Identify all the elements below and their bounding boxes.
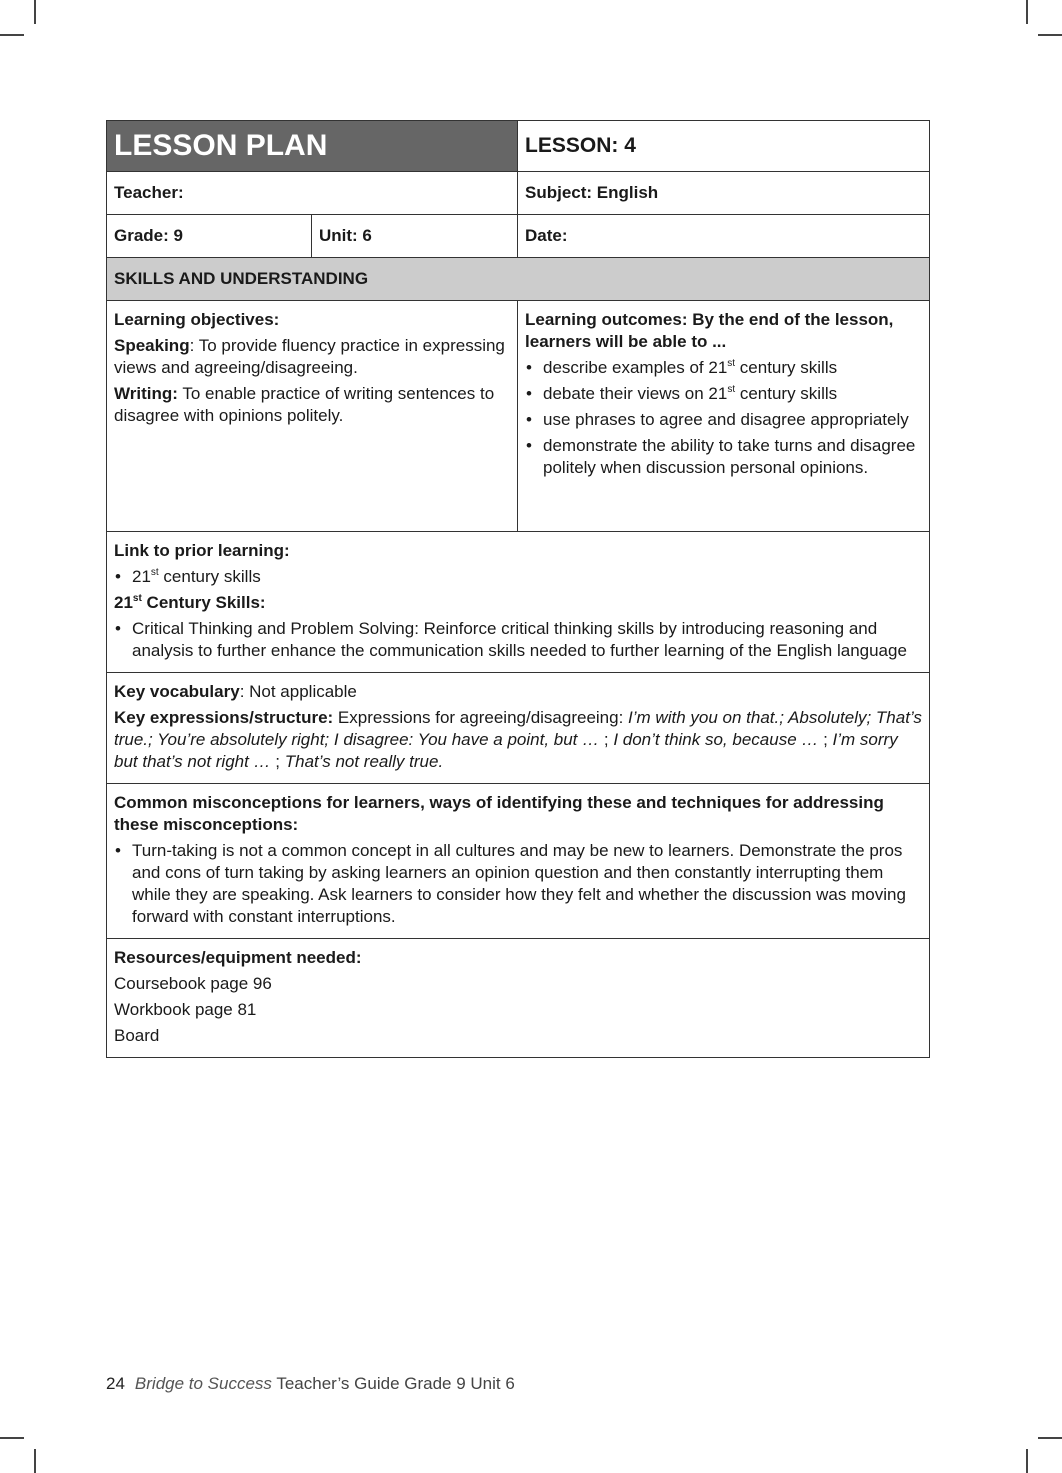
resource-item: Coursebook page 96 xyxy=(114,974,272,993)
writing-label: Writing: xyxy=(114,384,178,403)
list-item: • use phrases to agree and disagree appropriately xyxy=(525,409,922,431)
crop-mark xyxy=(1026,0,1028,24)
objective-writing xyxy=(114,383,510,427)
learning-objectives-cell xyxy=(107,301,518,532)
misconceptions-list xyxy=(114,840,922,928)
teacher-field: Teacher: xyxy=(107,172,518,215)
objectives-heading: Learning objectives: xyxy=(114,310,280,329)
outcomes-list xyxy=(525,357,922,479)
date-field: Date: xyxy=(518,215,930,258)
lesson-number: LESSON: 4 xyxy=(518,121,930,172)
list-item: • Critical Thinking and Problem Solving: Reinforce critical thinking skills by introducing reasoning and analysis to further enhance the communication skills needed to further learning of the English language xyxy=(114,618,922,662)
outcomes-heading: Learning outcomes: By the end of the lesson, learners will be able to ... xyxy=(525,310,894,351)
book-title: Bridge to Success xyxy=(134,1374,272,1393)
unit-field: Unit: 6 xyxy=(312,215,518,258)
crop-mark xyxy=(1026,1449,1028,1473)
writing-text: To enable practice of writing sentences to disagree with opinions politely. xyxy=(114,384,495,425)
misconceptions-cell xyxy=(107,784,930,939)
century-skills-list xyxy=(114,618,922,662)
page-footer xyxy=(106,1374,515,1394)
list-item: • Turn-taking is not a common concept in all cultures and may be new to learners. Demonstrate the pros and cons of turn taking by asking learners an opinion question and then constantly interrupting them while they are speaking. Ask learners to consider how they felt and whether the discussion was moving forward with constant interruptions. xyxy=(114,840,922,928)
crop-mark xyxy=(0,34,24,36)
learning-outcomes-cell xyxy=(518,301,930,532)
page-number: 24 xyxy=(106,1374,125,1393)
prior-learning-list xyxy=(114,566,922,588)
vocabulary-cell xyxy=(107,673,930,784)
crop-mark xyxy=(34,1449,36,1473)
key-vocabulary: Key vocabulary: Not applicable xyxy=(114,682,357,701)
crop-mark xyxy=(1038,1437,1062,1439)
resources-cell xyxy=(107,939,930,1058)
speaking-text: : To provide fluency practice in expressing views and agreeing/disagreeing. xyxy=(114,336,505,377)
objective-speaking xyxy=(114,335,510,379)
subject-field: Subject: English xyxy=(518,172,930,215)
lesson-plan-title: LESSON PLAN xyxy=(107,121,518,172)
crop-mark xyxy=(1038,34,1062,36)
crop-mark xyxy=(34,0,36,24)
key-expressions: Key expressions/structure: Expressions for agreeing/disagreeing: I’m with you on that.; Absolutely; That’s true.; You’re absolutely right; I disagree: You have a point, but … ; I don’t think so, because … ; I’m sorry but that’s not right … ; That’s not really true. xyxy=(114,708,922,771)
misconceptions-heading: Common misconceptions for learners, ways of identifying these and techniques for addressing these misconceptions: xyxy=(114,793,884,834)
prior-learning-cell xyxy=(107,532,930,673)
century-skills-heading: 21st Century Skills: xyxy=(114,593,266,612)
crop-mark xyxy=(0,1437,24,1439)
list-item: • 21st century skills xyxy=(114,566,922,588)
grade-field: Grade: 9 xyxy=(107,215,312,258)
prior-learning-heading: Link to prior learning: xyxy=(114,541,290,560)
list-item: • describe examples of 21st century skills xyxy=(525,357,922,379)
list-item: • debate their views on 21st century skills xyxy=(525,383,922,405)
resources-heading: Resources/equipment needed: xyxy=(114,948,362,967)
list-item: • demonstrate the ability to take turns and disagree politely when discussion personal opinions. xyxy=(525,435,922,479)
skills-section-heading: SKILLS AND UNDERSTANDING xyxy=(107,258,930,301)
lesson-plan-table xyxy=(106,120,930,1058)
speaking-label: Speaking xyxy=(114,336,190,355)
resource-item: Board xyxy=(114,1026,160,1045)
book-subtitle: Teacher’s Guide Grade 9 Unit 6 xyxy=(271,1374,515,1393)
resource-item: Workbook page 81 xyxy=(114,1000,257,1019)
